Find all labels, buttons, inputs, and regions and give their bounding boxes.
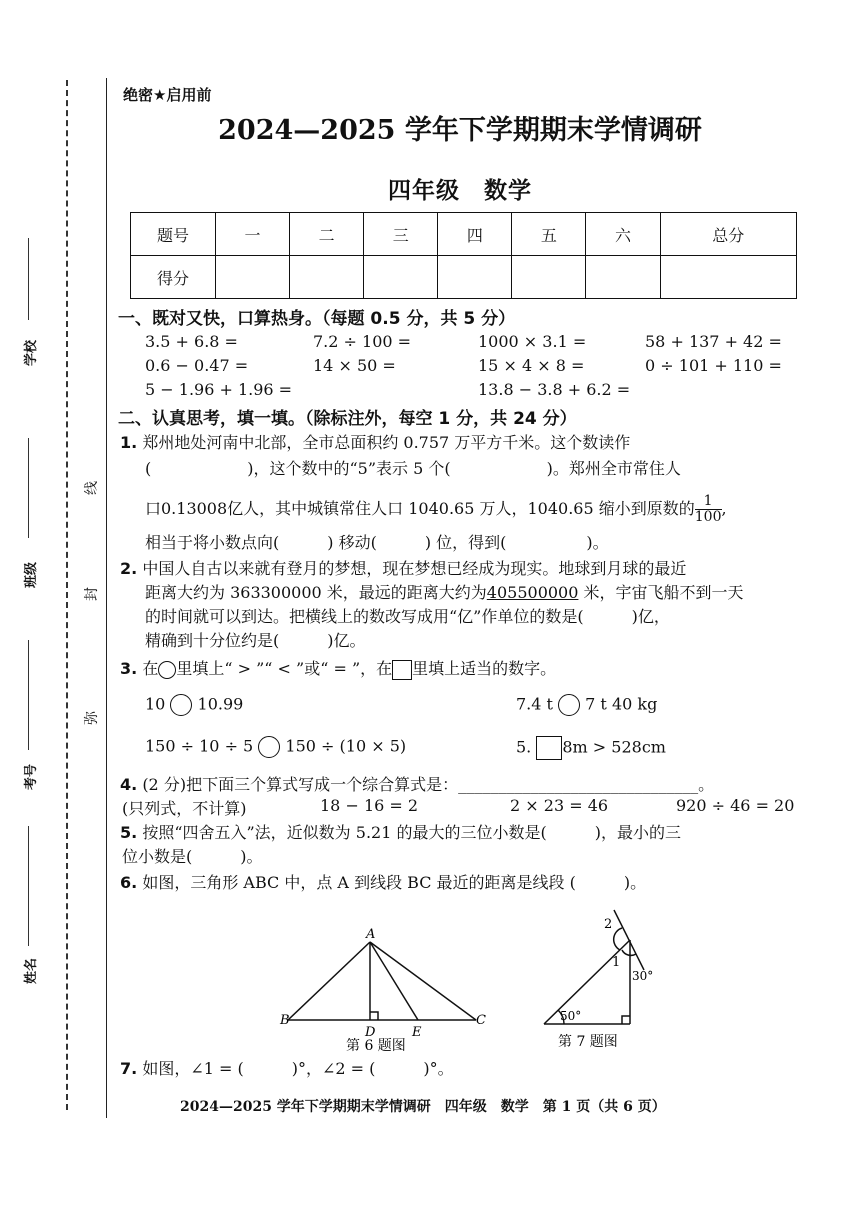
score-header-row: [131, 213, 797, 256]
q2-text-d: 精确到十分位约是( )亿。: [145, 631, 366, 650]
q7-number: 7.: [120, 1059, 138, 1078]
q6-number: 6.: [120, 873, 138, 892]
compare-circle-blank[interactable]: [558, 694, 580, 716]
exam-no-blank: [28, 640, 29, 750]
angle-50-label: 50°: [560, 1009, 582, 1023]
compare-circle-blank[interactable]: [258, 736, 280, 758]
score-cell: 一: [216, 213, 290, 256]
compare-left: 150 ÷ 10 ÷ 5: [145, 736, 254, 756]
side-ab: [288, 942, 370, 1020]
q1-line-3: 口0.13008亿人，其中城镇常住人口 1040.65 万人，1040.65 缩小到原数的 $\frac{1}{100}$ ,: [145, 493, 727, 525]
q2-line-2: [145, 580, 744, 603]
seal-seal-char: 封: [84, 587, 100, 601]
exam-title: 2024—2025 学年下学期期末学情调研: [218, 115, 702, 146]
score-blank[interactable]: [364, 256, 438, 299]
page-footer: 2024—2025 学年下学期期末学情调研 四年级 数学 第 1 页（共 6 页）: [180, 1099, 666, 1115]
calc-item: 3.5 + 6.8 =: [145, 332, 238, 351]
school-blank: [28, 238, 29, 320]
calc-item: 13.8 − 3.8 + 6.2 =: [478, 380, 631, 399]
q1-line-1: [120, 430, 630, 453]
figure-6-caption: 第 6 题图: [346, 1038, 406, 1054]
q3-item-3: [145, 736, 406, 758]
compare-left: 10: [145, 694, 166, 714]
class-label: 班级: [24, 561, 39, 588]
q2-text-b-pre: 距离大约为 363300000 米，最远的距离大约为: [145, 583, 487, 602]
compare-right: 10.99: [197, 694, 244, 714]
q3-item-2: [516, 694, 657, 716]
margin-line: [106, 78, 107, 1118]
q5-text-b: 位小数是( )。: [122, 847, 263, 866]
score-blank[interactable]: [586, 256, 660, 299]
school-label: 学校: [24, 339, 39, 366]
q1-number: 1.: [120, 433, 138, 452]
label-d: D: [365, 1025, 376, 1040]
exam-subtitle: 四年级 数学: [388, 178, 532, 204]
figure-6: [270, 924, 500, 1054]
q3-text-c: 里填上适当的数字。: [412, 659, 557, 678]
calc-item: 7.2 ÷ 100 =: [313, 332, 412, 351]
cut-line: [66, 80, 68, 1110]
angle-2-label: 2: [604, 917, 613, 932]
q5-number: 5.: [120, 823, 138, 842]
q2-text-a: 中国人自古以来就有登月的梦想，现在梦想已经成为现实。地球到月球的最近: [142, 559, 687, 578]
q6-line: [120, 870, 646, 893]
section-1-heading: 一、既对又快，口算热身。（每题 0.5 分，共 5 分）: [118, 309, 516, 329]
name-blank: [28, 826, 29, 946]
q2-text-b-post: 米，宇宙飞船不到一天: [578, 583, 744, 602]
calc-item: 5 − 1.96 + 1.96 =: [145, 380, 293, 399]
square-icon: [392, 660, 412, 680]
score-blank[interactable]: [438, 256, 512, 299]
circle-icon: [158, 661, 176, 679]
q1-text-c: 口0.13008亿人，其中城镇常住人口 1040.65 万人，1040.65 缩小到原数的: [145, 499, 695, 518]
q4-text-a: (2 分)把下面三个算式写成一个综合算式是：______________________________。: [142, 775, 715, 794]
right-angle-mark: [370, 1012, 378, 1020]
score-table: [130, 212, 797, 299]
q2-number: 2.: [120, 559, 138, 578]
figure-7: [538, 904, 658, 1054]
segment-ae: [370, 942, 418, 1020]
class-blank: [28, 438, 29, 538]
q3-item-4: [516, 736, 666, 760]
label-b: B: [280, 1013, 290, 1028]
seal-line-char: 线: [84, 481, 100, 495]
q7-line: [120, 1056, 454, 1079]
figure-7-caption: 第 7 题图: [558, 1034, 618, 1050]
q1-text-a: 郑州地处河南中北部，全市总面积约 0.757 万平方千米。这个数读作: [142, 433, 631, 452]
q4-expr: 2 × 23 = 46: [510, 796, 609, 815]
score-cell: 五: [512, 213, 586, 256]
q3-item-1: [145, 694, 243, 716]
score-blank[interactable]: [512, 256, 586, 299]
label-a: A: [366, 927, 376, 942]
compare-right: 7 t 40 kg: [585, 694, 658, 714]
q2-line-1: [120, 556, 686, 579]
q3-number: 3.: [120, 659, 138, 678]
section-2-heading: 二、认真思考，填一填。（除标注外，每空 1 分，共 24 分）: [118, 409, 577, 429]
angle-30-label: 30°: [632, 969, 654, 983]
q2-text-c: 的时间就可以到达。把横线上的数改写成用“亿”作单位的数是( )亿，: [145, 607, 670, 626]
score-blank[interactable]: [216, 256, 290, 299]
score-value-row: [131, 256, 797, 299]
q1-text-b: ( )，这个数中的“5”表示 5 个( )。郑州全市常住人: [145, 459, 681, 478]
name-label: 姓名: [24, 957, 39, 984]
score-cell: 二: [290, 213, 364, 256]
compare-right: 8m > 528cm: [562, 737, 666, 757]
q3-text-a: 在: [142, 659, 159, 678]
angle-arc: [614, 928, 622, 950]
compare-right: 150 ÷ (10 × 5): [285, 736, 407, 756]
score-cell: 六: [586, 213, 660, 256]
q4-line-1: [120, 772, 714, 795]
calc-item: 1000 × 3.1 =: [478, 332, 587, 351]
q4-expr: 18 − 16 = 2: [320, 796, 419, 815]
hypotenuse: [544, 940, 630, 1024]
q3-line: [120, 656, 556, 680]
score-blank[interactable]: [290, 256, 364, 299]
q4-expr: 920 ÷ 46 = 20: [676, 796, 795, 815]
score-label-cell: 得分: [131, 256, 216, 299]
q7-text: 如图，∠1 = ( )°，∠2 = ( )°。: [142, 1059, 454, 1078]
fraction-denominator: 100: [694, 509, 722, 525]
compare-left: 5.: [516, 737, 532, 757]
q4-text-b: (只列式，不计算): [122, 799, 247, 818]
q5-text-a: 按照“四舍五入”法，近似数为 5.21 的最大的三位小数是( )，最小的三: [142, 823, 681, 842]
label-c: C: [476, 1013, 486, 1028]
angle-1-label: 1: [612, 955, 621, 970]
q6-text: 如图，三角形 ABC 中，点 A 到线段 BC 最近的距离是线段 ( )。: [142, 873, 647, 892]
digit-box-blank[interactable]: [536, 736, 562, 760]
compare-circle-blank[interactable]: [170, 694, 192, 716]
score-blank[interactable]: [660, 256, 796, 299]
calc-item: 58 + 137 + 42 =: [645, 332, 782, 351]
score-cell: 总分: [660, 213, 796, 256]
q3-text-b: 里填上“ > ”“ < ”或“ = ”，在: [176, 659, 393, 678]
q2-underlined-number: 405500000: [486, 583, 579, 602]
calc-item: 0.6 − 0.47 =: [145, 356, 249, 375]
calc-item: 0 ÷ 101 + 110 =: [645, 356, 782, 375]
right-angle-mark: [622, 1016, 630, 1024]
side-ac: [370, 942, 476, 1020]
seal-mi-char: 弥: [84, 711, 100, 725]
fraction-numerator: 1: [695, 494, 722, 510]
compare-left: 7.4 t: [516, 694, 553, 714]
score-cell: 四: [438, 213, 512, 256]
q1-fraction: [695, 494, 722, 525]
q4-number: 4.: [120, 775, 138, 794]
exam-no-label: 考号: [24, 763, 39, 790]
score-cell: 题号: [131, 213, 216, 256]
label-e: E: [412, 1025, 422, 1040]
calc-item: 14 × 50 =: [313, 356, 396, 375]
confidential-mark: 绝密★启用前: [123, 86, 212, 104]
score-cell: 三: [364, 213, 438, 256]
q5-line-1: [120, 820, 681, 843]
calc-item: 15 × 4 × 8 =: [478, 356, 585, 375]
q1-text-d: 相当于将小数点向( ) 移动( ) 位，得到( )。: [145, 533, 609, 552]
